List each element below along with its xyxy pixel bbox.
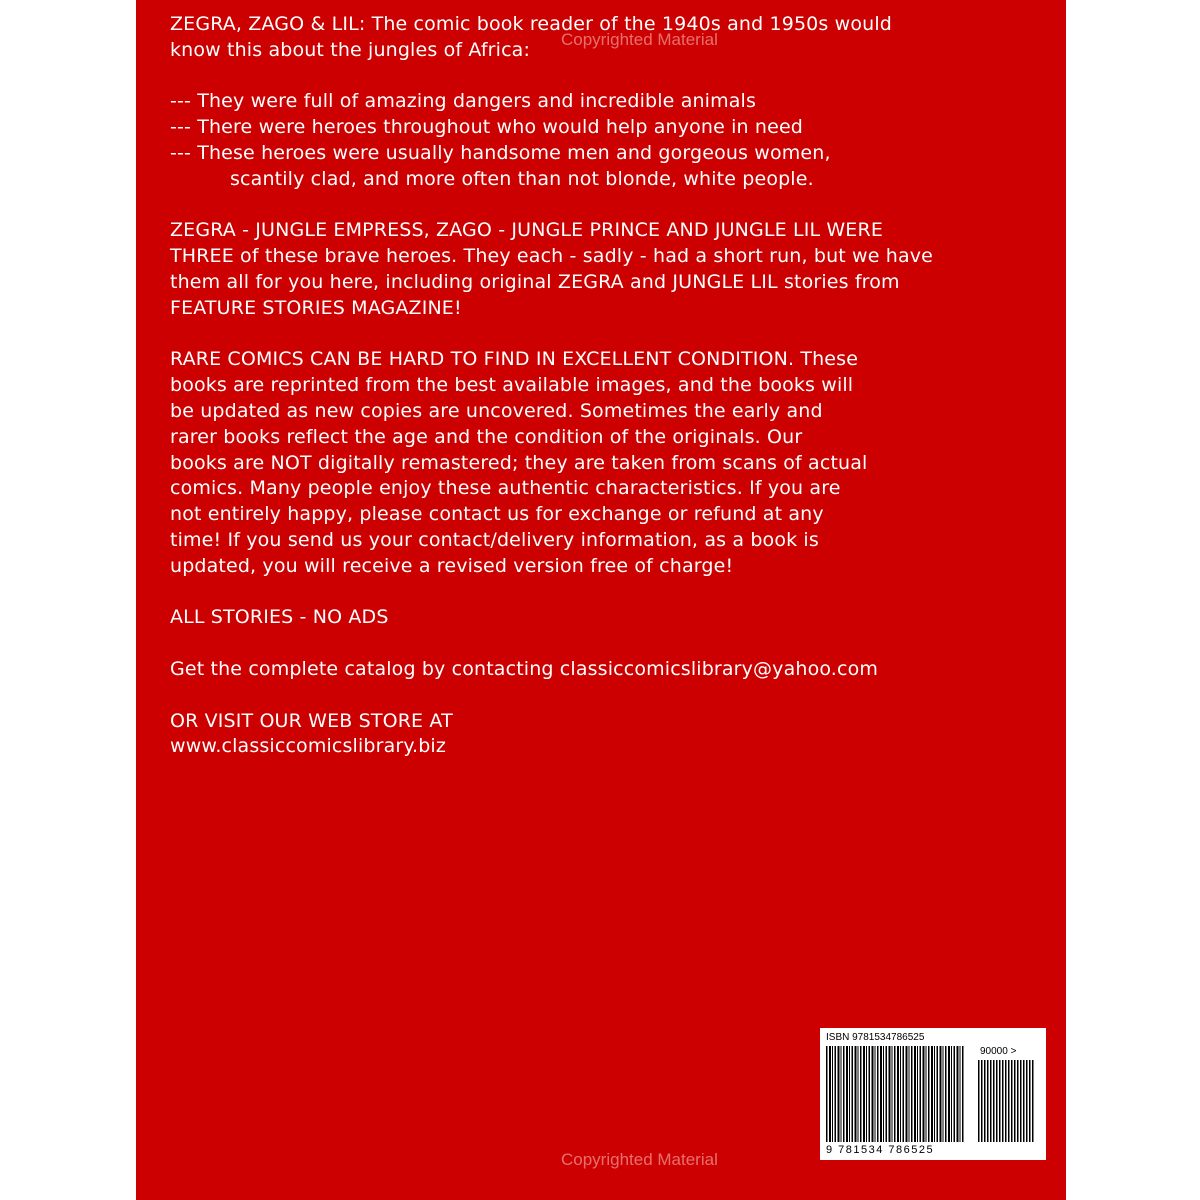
barcode-bars-icon (826, 1046, 964, 1142)
rare-line: books are reprinted from the best available images, and the books will (170, 374, 854, 397)
rare-line: be updated as new copies are uncovered. Sometimes the early and (170, 399, 823, 422)
heroes-line: THREE of these brave heroes. They each - sadly - had a short run, but we have (170, 245, 933, 268)
isbn-barcode (820, 1028, 1046, 1160)
webstore-url: www.classiccomicslibrary.biz (170, 735, 446, 758)
rare-line: comics. Many people enjoy these authentic characteristics. If you are (170, 477, 841, 500)
catalog-paragraph (170, 657, 1050, 683)
isbn-number: ISBN 9781534786525 (826, 1032, 925, 1043)
ean-digits: 9 781534 786525 (826, 1144, 935, 1156)
heroes-line: ZEGRA - JUNGLE EMPRESS, ZAGO - JUNGLE PRINCE AND JUNGLE LIL WERE (170, 219, 883, 242)
price-code: 90000 > (980, 1046, 1017, 1057)
cover-description (170, 12, 1050, 786)
price-barcode-bars-icon (978, 1060, 1034, 1142)
intro-line: ZEGRA, ZAGO & LIL: The comic book reader of the 1940s and 1950s would (170, 13, 892, 35)
all-stories-text: ALL STORIES - NO ADS (170, 606, 389, 629)
bullet-item: --- There were heroes throughout who would help anyone in need (170, 116, 804, 139)
webstore-paragraph (170, 709, 1050, 761)
watermark-top: Copyrighted Material (561, 30, 718, 49)
intro-line: know this about the jungles of Africa: (170, 38, 531, 61)
rare-line: rarer books reflect the age and the condition of the originals. Our (170, 425, 803, 448)
webstore-heading: OR VISIT OUR WEB STORE AT (170, 709, 453, 732)
watermark-bottom: Copyrighted Material (561, 1150, 718, 1169)
rare-line: RARE COMICS CAN BE HARD TO FIND IN EXCELLENT CONDITION. These (170, 348, 859, 371)
catalog-text: Get the complete catalog by contacting classiccomicslibrary@yahoo.com (170, 657, 878, 680)
rare-line: not entirely happy, please contact us for exchange or refund at any (170, 503, 824, 526)
bullet-item-continued: scantily clad, and more often than not blonde, white people. (230, 167, 814, 190)
bullet-list (170, 89, 1050, 192)
rare-line: updated, you will receive a revised version free of charge! (170, 554, 734, 577)
intro-paragraph (170, 12, 1050, 64)
rare-line: time! If you send us your contact/delivery information, as a book is (170, 528, 819, 551)
all-stories-paragraph (170, 605, 1050, 631)
bullet-item: --- They were full of amazing dangers and incredible animals (170, 90, 757, 113)
rare-line: books are NOT digitally remastered; they are taken from scans of actual (170, 451, 868, 474)
heroes-line: FEATURE STORIES MAGAZINE! (170, 296, 462, 319)
rare-comics-paragraph (170, 347, 1050, 579)
bullet-item: --- These heroes were usually handsome men and gorgeous women, (170, 141, 831, 164)
heroes-line: them all for you here, including original ZEGRA and JUNGLE LIL stories from (170, 270, 900, 293)
back-cover (136, 0, 1066, 1200)
heroes-paragraph (170, 218, 1050, 321)
